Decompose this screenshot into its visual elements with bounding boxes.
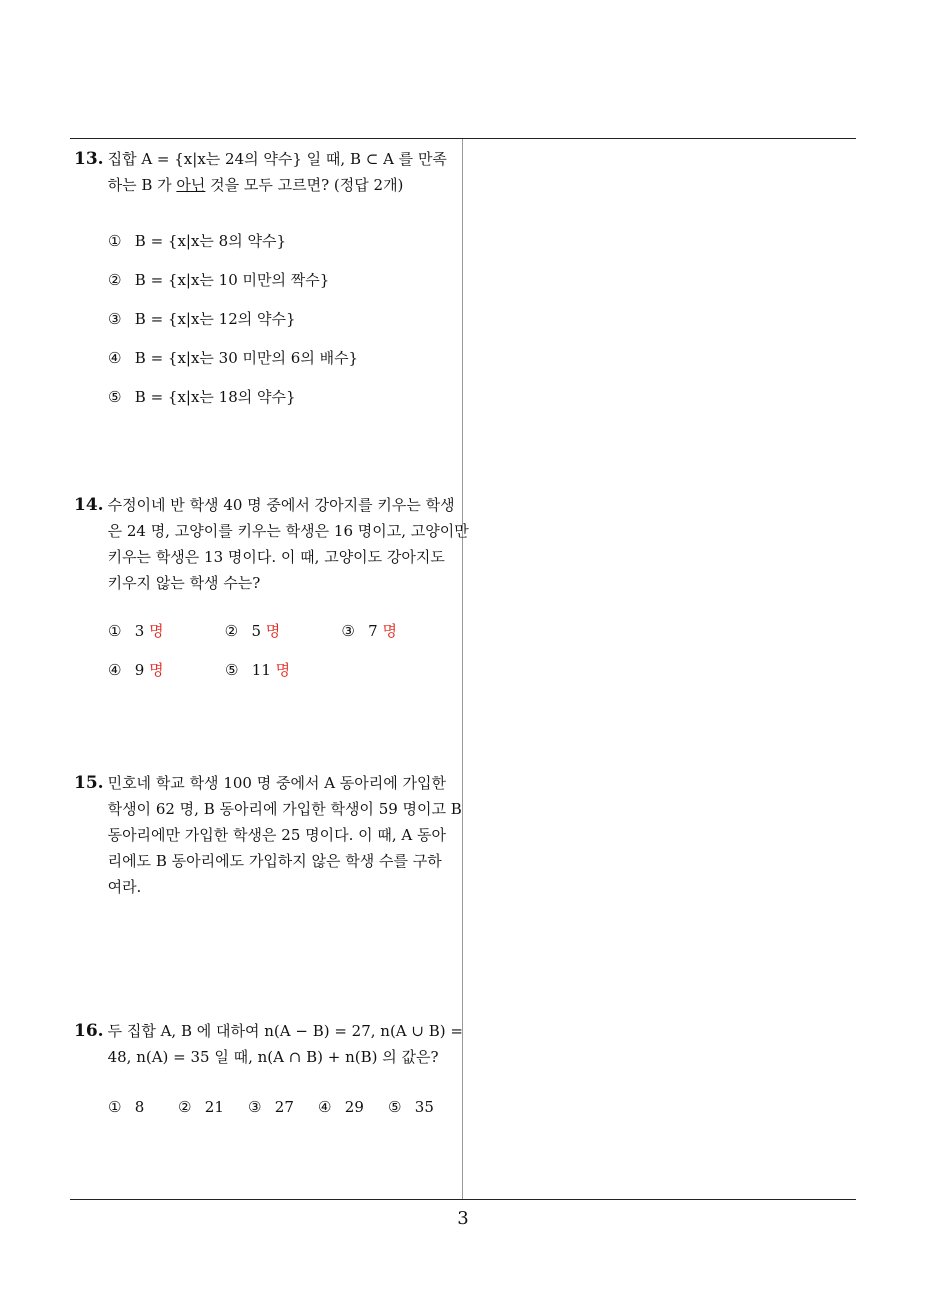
question-13-number: 13. (74, 149, 104, 169)
question-16 (74, 1018, 463, 1120)
question-13-line-1: 집합 A = {x|x는 24의 약수} 일 때, B ⊂ A 를 만족 (107, 150, 447, 168)
question-15-line-3: 동아리에만 가입한 학생은 25 명이다. 이 때, A 동아 (107, 826, 446, 844)
question-13-option-1[interactable]: ① B = {x|x는 8의 약수} (108, 232, 287, 250)
question-16-option-4[interactable]: ④ 29 (318, 1098, 364, 1116)
question-15-text (108, 770, 462, 900)
question-14-line-2: 은 24 명, 고양이를 키우는 학생은 16 명이고, 고양이만 (107, 522, 469, 540)
question-15-line-4: 리에도 B 동아리에도 가입하지 않은 학생 수를 구하 (107, 852, 442, 870)
question-16-option-3[interactable]: ③ 27 (248, 1098, 294, 1116)
question-16-options (74, 1094, 458, 1120)
question-14 (74, 492, 469, 690)
unit-label: 명 (149, 622, 164, 640)
question-14-option-3[interactable]: ③ 7 명 (341, 622, 397, 640)
question-15-line-5: 여라. (107, 878, 142, 896)
question-14-line-4: 키우지 않는 학생 수는? (107, 574, 261, 592)
bottom-rule (70, 1199, 856, 1200)
question-13-options (74, 222, 458, 417)
unit-label: 명 (382, 622, 397, 640)
question-15 (74, 770, 462, 900)
question-13-line-2-pre: 하는 B 가 (107, 176, 177, 194)
question-16-option-5[interactable]: ⑤ 35 (388, 1098, 434, 1116)
unit-label: 명 (265, 622, 281, 640)
question-14-line-1: 수정이네 반 학생 40 명 중에서 강아지를 키우는 학생 (107, 496, 455, 514)
question-16-text (108, 1018, 463, 1070)
question-16-line-1: 두 집합 A, B 에 대하여 n(A − B) = 27, n(A ∪ B) = (107, 1022, 463, 1040)
question-13-option-4[interactable]: ④ B = {x|x는 30 미만의 6의 배수} (108, 349, 359, 367)
question-13-option-5[interactable]: ⑤ B = {x|x는 18의 약수} (108, 388, 296, 406)
question-16-line-2: 48, n(A) = 35 일 때, n(A ∩ B) + n(B) 의 값은? (107, 1048, 439, 1066)
question-13-text (108, 146, 458, 198)
unit-label: 명 (149, 661, 164, 679)
question-13-option-2[interactable]: ② B = {x|x는 10 미만의 짝수} (108, 271, 330, 289)
question-14-text (108, 492, 469, 596)
question-15-line-2: 학생이 62 명, B 동아리에 가입한 학생이 59 명이고 B (107, 800, 462, 818)
question-15-line-1: 민호네 학교 학생 100 명 중에서 A 동아리에 가입한 (107, 774, 447, 792)
question-14-option-4[interactable]: ④ 9 명 (108, 661, 164, 679)
question-13-option-3[interactable]: ③ B = {x|x는 12의 약수} (108, 310, 296, 328)
question-13-line-2-post: 것을 모두 고르면? (정답 2개) (205, 176, 404, 194)
question-14-options (74, 612, 458, 690)
top-rule (70, 138, 856, 139)
question-13 (74, 146, 458, 417)
question-14-line-3: 키우는 학생은 13 명이다. 이 때, 고양이도 강아지도 (107, 548, 445, 566)
question-13-underlined-word: 아닌 (176, 176, 206, 194)
question-14-option-1[interactable]: ① 3 명 (108, 622, 164, 640)
question-16-option-1[interactable]: ① 8 (108, 1098, 145, 1116)
question-16-number: 16. (74, 1021, 104, 1041)
question-14-option-2[interactable]: ② 5 명 (224, 622, 281, 640)
question-15-number: 15. (74, 773, 104, 793)
unit-label: 명 (275, 661, 291, 679)
question-14-number: 14. (74, 495, 104, 515)
question-16-option-2[interactable]: ② 21 (178, 1098, 224, 1116)
question-14-option-5[interactable]: ⑤ 11 명 (225, 661, 291, 679)
page-number: 3 (457, 1208, 469, 1229)
